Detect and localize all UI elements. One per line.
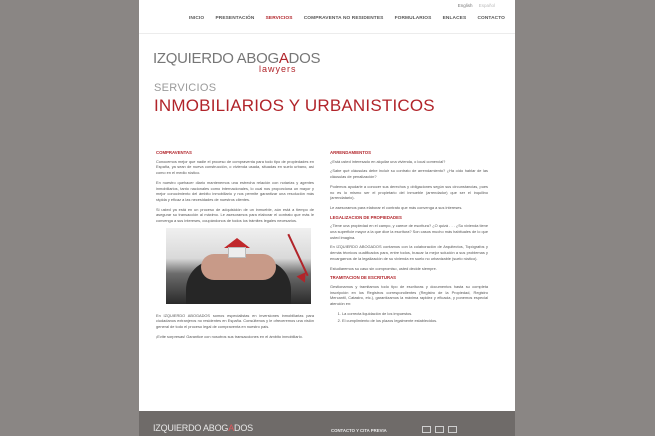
paragraph: Gestionamos y tramitamos todo tipo de escrituras y documentos hasta su completa inscripción en los Registros correspondientes (Registro de la Propiedad, Registro Mercantil, Catastro, etc.), garantizamos la máxima rapidez y eficacia, y ponemos especial atención en: <box>330 283 488 307</box>
paragraph: ¿Sabe qué cláusulas debe incluir su contrato de arrendamiento? ¿Ha oído hablar de las cláusulas de penalización? <box>330 168 488 180</box>
desktop-icon[interactable] <box>422 426 431 433</box>
arrendamientos-heading: ARRENDAMIENTOS <box>330 150 371 155</box>
nav-enlaces[interactable]: ENLACES <box>442 16 467 21</box>
main-nav <box>189 16 505 26</box>
tramitacion-heading: TRAMITACION DE ESCRITURAS <box>330 275 397 281</box>
paragraph: En IZQUIERDO ABOGADOS somos especialistas en inversiones inmobiliarias para ciudadanos extranjeros no residentes en España. Consúltenos y le ofreceremos una visión general de todo el proceso legal de compraventa en nuestro país. <box>156 312 314 330</box>
nav-presentacion[interactable]: PRESENTACIÓN <box>215 16 255 21</box>
language-switcher <box>453 3 495 8</box>
footer-icons <box>422 426 457 433</box>
mobile-icon[interactable] <box>448 426 457 433</box>
left-column <box>156 150 314 344</box>
paragraph: En nuestro quehacer diario mantenemos una estrecha relación con notarías y agentes inmobiliarios, tanto nacionales como internacionales, lo cual nos proporciona un mayor y mejor conocimiento del ámbito inmobiliario y nos permite garantizar una resolución más rápida y eficaz a las necesidades de nuestros clientes. <box>156 179 314 202</box>
logo-name: IZQUIERDO ABOGADOS <box>153 50 321 67</box>
footer-contact-link[interactable]: CONTACTO Y CITA PREVIA <box>331 428 387 433</box>
nav-divider <box>139 33 515 34</box>
compraventas-heading: COMPRAVENTAS <box>156 150 192 155</box>
arrow-down-icon <box>287 233 308 276</box>
section-heading: SERVICIOS <box>154 82 217 94</box>
nav-servicios[interactable]: SERVICIOS <box>265 16 293 21</box>
paragraph: Le asesoramos para elaborar el contrato que más convenga a sus intereses. <box>330 204 463 210</box>
paragraph: ¿Tiene una propiedad en el campo, y carece de escritura? ¿O quizá . . . ¿Su vivienda tiene una superficie mayor a la que dice la escritura? Son casos mucho más habituales de lo que usted imagina. <box>330 223 488 240</box>
nav-inicio[interactable]: INICIO <box>189 16 205 21</box>
logo-subtitle: lawyers <box>259 64 297 74</box>
tablet-icon[interactable] <box>435 426 444 433</box>
page-container <box>139 0 515 436</box>
paragraph: Podemos ayudarle a conocer sus derechos y obligaciones según sus circunstancias, pues no es lo mismo ser el propietario del inmueble (arrendador) que ser el inquilino (arrendatario). <box>330 183 488 201</box>
list-item: 2. El cumplimiento de los plazos legalmente establecidos. <box>342 318 488 324</box>
hands-house-photo <box>166 228 311 304</box>
tramitacion-list <box>330 311 488 324</box>
page-title: INMOBILIARIOS Y URBANISTICOS <box>154 96 435 115</box>
lang-spanish-link[interactable]: Español <box>478 3 495 8</box>
house-icon <box>224 238 250 258</box>
paragraph: Si usted ya está en un proceso de adquisición de un inmueble, aún está a tiempo de asegurar su transacción al máximo. Le asesoramos para elaborar el contrato que más le convenga a sus intereses, ocupándonos de todos los trámites legales necesarios. <box>156 206 314 224</box>
nav-compraventa[interactable]: COMPRAVENTA NO RESIDENTES <box>303 16 384 21</box>
paragraph: ¿Está usted interesado en alquilar una vivienda, o local comercial? <box>330 158 446 164</box>
paragraph: Estudiaremos su caso sin compromiso, usted decide siempre. <box>330 265 437 271</box>
paragraph: Conocemos mejor que nadie el proceso de compraventa para todo tipo de propiedades en España, ya sean de nueva construcción, o vivienda usada, situadas en suelo urbano, así como en el medio rústico. <box>156 158 314 176</box>
list-item: 1. La correcta liquidación de los impuestos. <box>342 311 488 317</box>
footer <box>139 411 515 436</box>
lang-english-link[interactable]: English <box>457 3 473 8</box>
nav-contacto[interactable]: CONTACTO <box>477 16 505 21</box>
nav-formularios[interactable]: FORMULARIOS <box>394 16 432 21</box>
right-column <box>330 150 488 328</box>
footer-logo[interactable]: IZQUIERDO ABOGADOS <box>153 423 253 433</box>
legalizacion-heading: LEGALIZACION DE PROPIEDADES <box>330 214 402 220</box>
site-logo[interactable] <box>153 50 321 80</box>
paragraph: En IZQUIERDO ABOGADOS contamos con la colaboración de Arquitectos, Topógrafos y demás técnicos cualificados para, entre todos, buscar la mejor solución a sus problemas y encargarnos de la legalización de su vivienda en suelo no urbanizable (suelo rústico). <box>330 244 488 261</box>
paragraph: ¡Evite sorpresas! Garantice con nosotros sus transacciones en el ámbito inmobiliario. <box>156 333 303 339</box>
